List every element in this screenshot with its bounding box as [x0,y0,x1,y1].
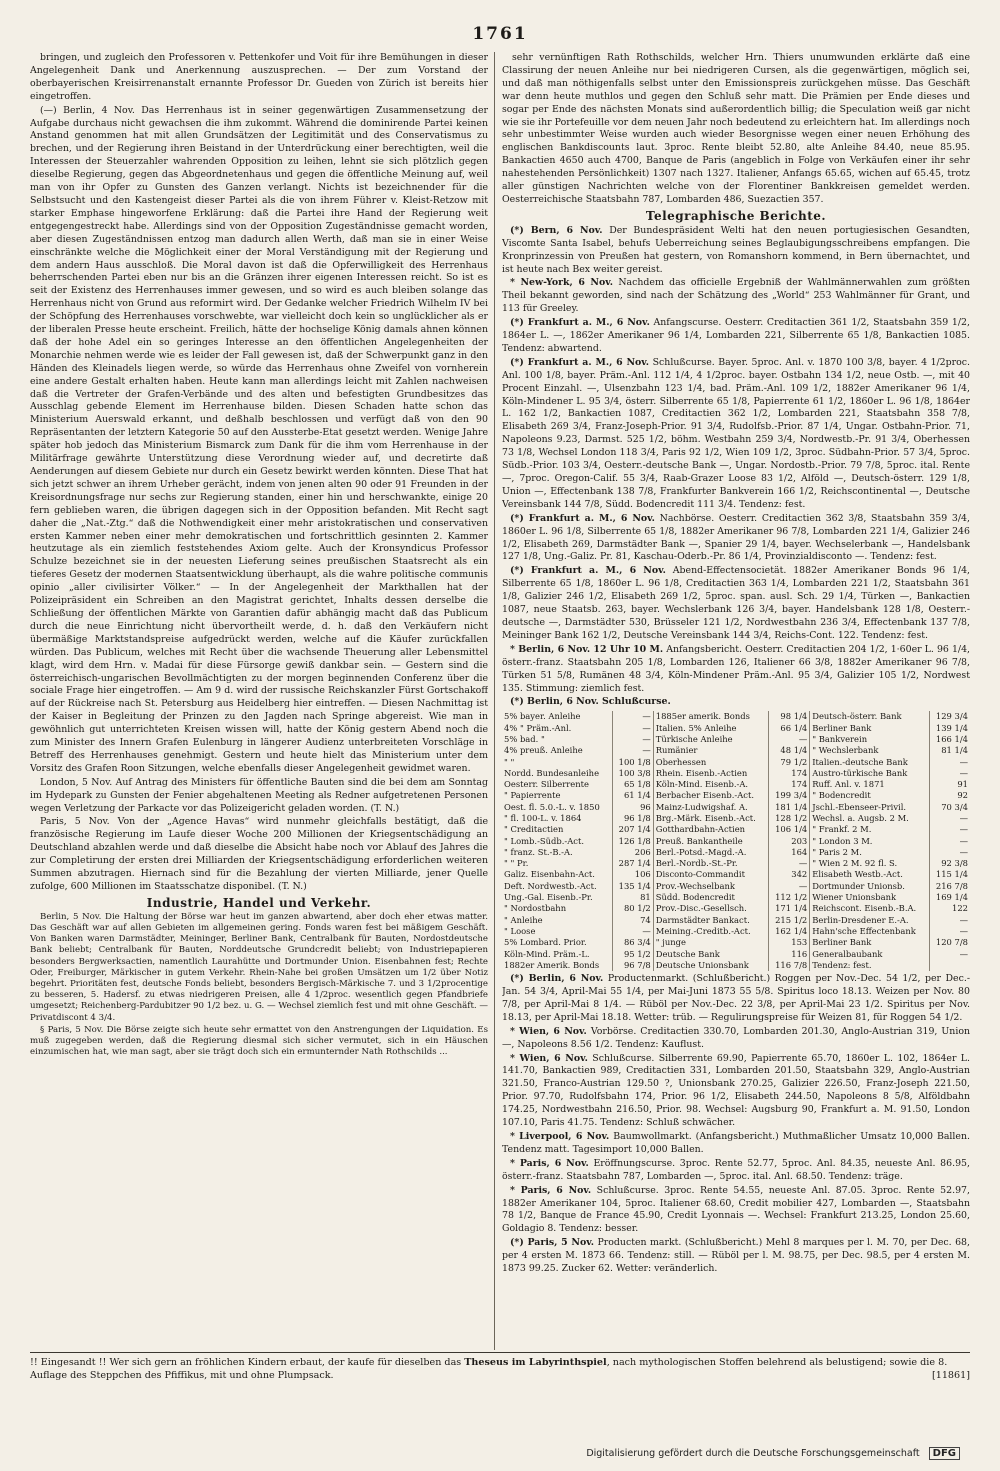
report-text: Anfangsbericht. Oesterr. Creditactien 204 1/2, 1·60er L. 96 1/4, österr.-franz. Staatsbahn 205 1/8, Lombarden 126, Italiener 66 3/8, 1882er Amerikaner 96 7/8, Türken 51 5/8, Rumänen 48 3/4, Köln-Mindener Präm.-Anl. 95 3/4, Galizier 105 1/2, Nordwest 135. Stimmung: ziemlich fest. [502,643,970,694]
security-name-cell: Brg.-Märk. Eisenb.-Act. [653,813,769,824]
report-dateline: * Berlin, 6 Nov. 12 Uhr 10 M. [510,643,664,655]
price-cell: 153 [769,937,810,948]
price-cell: — [959,824,968,835]
price-cell: — [612,745,653,756]
security-name-cell: Deft. Nordwestb.-Act. [502,881,612,892]
security-name-cell: " " Pr. [502,858,612,869]
price-cell: — [612,734,653,745]
telegraph-reports [502,225,970,696]
price-cell: 95 1/2 [612,949,653,960]
report-text: Anfangscurse. Oesterr. Creditactien 361 1/2, Staatsbahn 359 1/2, 1864er L. —, 1862er Amerikaner 96 1/4, Lombarden 221, Silberrente 65 1/8, Bankactien 1085. Tendenz: abwartend. [502,317,970,354]
price-cell: 203 [769,836,810,847]
table-row [502,734,970,745]
price-cell: 116 7/8 [769,960,810,971]
security-name-cell: 1882er Amerik. Bonds [502,960,612,971]
security-name-cell: Italien. 5% Anleihe [653,723,769,734]
table-row [502,915,970,926]
table-row [502,881,970,892]
price-cell: 174 [769,779,810,790]
security-name-cell: Prov.-Disc.-Gesellsch. [653,903,769,914]
price-cell: 81 1/4 [941,745,968,756]
security-name-cell: Köln-Mind. Präm.-L. [502,949,612,960]
security-name-cell: 5% bad. " [502,734,612,745]
security-name-cell: " Wien 2 M. 92 fl. S. [810,858,930,869]
security-name-cell: Wechsl. a. Augsb. 2 M. [810,813,930,824]
price-cell: 166 1/4 [935,733,968,744]
security-name-cell: " Lomb.-Südb.-Act. [502,836,612,847]
price-cell: 122 [952,903,968,914]
price-cell: 112 1/2 [769,892,810,903]
security-name-cell: Nordd. Bundesanleihe [502,768,612,779]
report [502,317,970,356]
security-name-cell: 4% " Präm.-Anl. [502,723,612,734]
security-name-cell: " London 3 M. [810,836,930,847]
price-cell: 129 3/4 [935,711,968,722]
security-name-cell: " junge [653,937,769,948]
report-text: Eröffnungscurse. 3proc. Rente 52.77, 5proc. Anl. 84.35, neueste Anl. 86.95, österr.-franz. Staatsbahn 787, Lombarden —, 5proc. ital. Anl. 68.50. Tendenz: träge. [502,1157,970,1182]
price-cell: — [612,711,653,722]
price-cell: — [769,858,810,869]
security-name-cell: " Creditactien [502,824,612,835]
report-dateline: * Wien, 6 Nov. [510,1025,587,1037]
security-name-cell: Hahn'sche Effectenbank [810,926,930,937]
price-cell: 81 [612,892,653,903]
security-name-cell: Mainz-Ludwigshaf. A. [653,802,769,813]
table-row [502,836,970,847]
report [502,973,970,1025]
security-name-cell: Berl.-Potsd.-Magd.-A. [653,847,769,858]
price-cell: — [612,723,653,734]
credit-text: Digitalisierung gefördert durch die Deutsche Forschungsgemeinschaft [586,1448,920,1459]
price-cell: — [612,926,653,937]
price-cell: 98 1/4 [769,711,810,722]
security-name-cell: Berliner Bank [810,937,930,948]
price-cell: 96 1/8 [612,813,653,824]
security-name-cell: " Wechslerbank [810,745,930,756]
price-cell: 171 1/4 [769,903,810,914]
price-cell: 164 [769,847,810,858]
ad-highlight: Theseus im Labyrinthspiel [464,1357,607,1368]
report [502,513,970,565]
table-row [502,779,970,790]
report-dateline: (*) Frankfurt a. M., 6 Nov. [510,317,650,329]
report-text: Nachbörse. Oesterr. Creditactien 362 3/8, Staatsbahn 359 3/4, 1860er L. 96 1/8, Silberrente 65 1/8, 1882er Amerikaner 96 7/8, Lombarden 221 1/4, Galizier 246 1/2, Elisabeth 269, Darmstädter Bank —, Spanier 29 1/4, bayer. Wechselerbank —, Handelsbank 127 1/8, Ung.-Galiz. Pr. 81, Kaschau-Oderb.-Pr. 86 1/4, Provinzialdisconto —. Tendenz: fest. [502,512,970,563]
price-cell: 106 [612,869,653,880]
article-paragraph: sehr vernünftigen Rath Rothschilds, welcher Hrn. Thiers unumwunden erklärte daß eine Classirung der neuen Anleihe nur bei niedrigeren Cursen, als die gegenwärtigen, möglich sei, und daß man nöthigenfalls selbst unter den Emissionspreis zurückgehen müsse. Das Geschäft war denn heute muthlos und gegen den Schluß sehr matt. Die Prämien per Ende dieses und sogar per Ende des nächsten Monats sind außerordentlich billig; die Speculation weiß gar nicht wie sie ihr Portefeuille vor dem neuen Jahr noch bedeutend zu erleichtern hat. Im allerdings noch sehr unbestimmter Weise wurden auch wieder Besorgnisse wegen einer neuen Erhöhung des englischen Bankdiscounts laut. 3proc. Rente bleibt 52.80, alte Anleihe 84.40, neue 85.95. Bankactien 4650 auch 4700, Banque de Paris (angeblich in Folge von Verkäufen einer ihr sehr nahestehenden Persönlichkeit) 1307 nach 1327. Italiener, Anfangs 65.65, wichen auf 65.45, trotz aller günstigen Nachrichten welche von der Florentiner Bankkreisen gemeldet werden. Oesterreichische Staatsbahn 787, Lombarden 486, Suezactien 357. [502,52,970,205]
security-name-cell: " Anleihe [502,915,612,926]
security-name-cell: 5% Lombard. Prior. [502,937,612,948]
price-cell: 199 3/4 [769,790,810,801]
article-paragraph: bringen, und zugleich den Professoren v. Pettenkofer und Voit für ihre Bemühungen in dieser Angelegenheit Dank und Anerkennung auszusprechen. — Der zum Vorstand der oberbayerischen Kreisirrenanstalt ernannte Professor Dr. Gueden von Zürich ist bereits hier eingetroffen. [30,52,488,102]
security-name-cell: Elisabeth Westb.-Act. [810,869,930,880]
security-name-cell: " franz. St.-B.-A. [502,847,612,858]
report [502,1131,970,1157]
security-name-cell: Rumänier [653,745,769,756]
security-name-cell: Tendenz: fest. [810,960,930,971]
security-name-cell: Köln-Mind. Eisenb.-A. [653,779,769,790]
report-dateline: (*) Berlin, 6 Nov. [510,973,604,985]
security-name-cell: " fl. 100-L. v. 1864 [502,813,612,824]
security-name-cell: Wiener Unionsbank [810,892,930,903]
report-dateline: * Paris, 6 Nov. [510,1157,589,1169]
ad-text: !! Eingesandt !! Wer sich gern an fröhlichen Kindern erbaut, der kaufe für dieselben das [30,1357,462,1368]
price-cell: 169 1/4 [935,892,968,903]
security-name-cell: " Paris 2 M. [810,847,930,858]
article-paragraph: (—) Berlin, 4 Nov. Das Herrenhaus ist in seiner gegenwärtigen Zusammensetzung der Aufgabe durchaus nicht gewachsen die ihm zukommt. Während die dominirende Partei keinen Anstand genommen hat mit allen Grundsätzen der Legitimität und des Conservatismus zu brechen, und der Regierung ihren Beistand in der Unterdrückung einer berechtigten, weil die Interessen der Steuerzahler wahrenden Opposition zu leihen, lehnt sie sich plötzlich gegen dieselbe Regierung, gegen das Abgeordnetenhaus und gegen die öffentliche Meinung auf, weil man von ihr Opfer zu Gunsten des Ganzen verlangt. Nichts ist bezeichnender für die Selbstsucht und den Kastengeist dieser Partei als die von ihrem Führer v. Kleist-Retzow mit starker Emphase hingeworfene Erklärung: daß die Partei ihre Hand der Regierung weit entgegengestreckt habe. Allerdings sind von der Opposition Zugeständnisse gemacht worden, aber diesen Zugeständnissen entzog man dadurch allen Werth, daß man sie in einer Weise einschränkte welche die Möglichkeit einer der Moral Verständigung mit der Regierung und dem andern Haus ausschloß. Die Moral davon ist daß die Opferwilligkeit des Herrenhaus beherrschenden Partei eben nur bis an die Gränzen ihrer eigenen Interessen reicht. So ist es seit der Existenz des Herrenhauses immer gewesen, und so wird es auch bleiben solange das Herrenhaus nicht von Grund aus reformirt wird. Der Gedanke welcher Friedrich Wilhelm IV bei der Schöpfung des Herrenhauses vorschwebte, war vielleicht doch kein so unglücklicher als er der liberalen Presse heute erscheint. Freilich, hätte der hochselige König damals ahnen können daß der hohe Adel ein so geringes Interesse an den öffentlichen Angelegenheiten der Monarchie nehmen werde wie es leider der Fall gewesen ist, daß der Schwerpunkt ganz in den Händen des Kleinadels liegen werde, so würde das Herrenhaus ohne Zweifel von vornherein eine andere Gestalt erhalten haben. Heute kann man allerdings leicht mit Zahlen nachweisen daß die Vertreter der Grafen-Verbände und des alten und befestigten Grundbesitzes das Ausschlag gebende Element im Herrenhause bilden. Diesen Schaden hatte schon das Ministerium Auerswald erkannt, und deßhalb beschlossen und verfügt daß von den 90 Repräsentanten der letztern Kategorie 50 auf den Aussterbe-Etat gesetzt werden. Wenige Jahre später hob jedoch das Ministerium Bismarck zum Dank für die ihm vom Herrenhause in der Militärfrage gewährte Unterstützung diese Verordnung wieder auf, und decretirte daß Aenderungen auf diesem Gebiete nur durch ein Gesetz bewirkt werden könnten. Diese That hat sich jetzt schwer an ihrem Urheber gerächt, indem von jenen alten 90 oder 91 Freunden in der Kreisordnungsfrage nur sechs zur Regierung standen, einer hin und herschwankte, einige 20 fern geblieben waren, die übrigen dagegen sich in der Opposition befanden. Mit Recht sagt daher die „Nat.-Ztg.“ daß die Nothwendigkeit einer mehr aristokratischen und conservativen ersten Kammer neben einer mehr demokratischen und fortschrittlich gesinnten 2. Kammer heutzutage als ein ziemlich feststehendes Axiom gelte. Auch der Kronsyndicus Professor Schulze bezeichnet sie in der neuesten Lieferung seines preußischen Staatsrecht als ein tieferes Gesetz der modernen Staatsentwicklung überhaupt, als die wahre politische communis opinio „aller civilisirter Völker.“ — In der Angelegenheit der Markthallen hat der Polizeipräsident ein Schreiben an den Magistrat gerichtet, Inhalts dessen derselbe die Schließung der öffentlichen Märkte von Garantien dafür abhängig macht daß das Publicum durch die neue Einrichtung nicht übervortheilt werde, d. h. daß den Verkäufern nicht übermäßige Marktstandspreise aufgedrückt werden, welche auf die Käufer zurückfallen würden. Das Publicum, welches mit Recht über die wachsende Theuerung aller Lebensmittel klagt, wird dem Hrn. v. Madai für diese Fürsorge gewiß dankbar sein. — Gestern sind die österreichisch-ungarischen Bevollmächtigten zu der morgen beginnenden Conferenz über die sociale Frage hier eingetroffen. — Am 9 d. wird der russische Reichskanzler Fürst Gortschakoff auf der Rückreise nach St. Petersburg aus Heidelberg hier eintreffen. — Diesen Nachmittag ist der Kaiser in Begleitung der Prinzen zu den Jagden nach Springe abgereist. Wie man in gewöhnlich gut unterrichteten Kreisen wissen will, hatte der König gestern Abend noch die zum Minister des Innern Grafen Eulenburg in längerer Audienz unterbreiteten Vorschläge in Betreff des Herrenhauses genehmigt. Gestern und heute hielt das Ministerium unter dem Vorsitz des Grafen Roon Sitzungen, welche ebenfalls dieser Angelegenheit gewidmet waren. [30,104,488,774]
table-dateline: (*) Berlin, 6 Nov. Schlußcurse. [510,696,671,708]
trade-paragraph: Berlin, 5 Nov. Die Haltung der Börse war heut im ganzen abwartend, aber doch eher etwas matter. Das Geschäft war auf allen Gebieten im allgemeinen gering. Fonds waren fest bei mäßigem Geschäft. Von Banken waren Darmstädter, Meininger, Berliner Bank, Centralbank für Bauten, Nordostdeutsche Bank beliebt; Centralbank für Bauten, Norddeutsche Grundcredit beliebt; von Industriepapieren besonders Bergwerksactien, namentlich Laurahütte und Dortmunder Union. Eisenbahnen fest; Rechte Oder, Freiburger, Märkischer in gutem Verkehr. Rhein-Nahe bei großen Umsätzen um 1/2 über Notiz begehrt. Prioritäten fest, deutsche Fonds beliebt, besonders Bergisch-Märkische 7. und 3 1/2procentige zu besseren, 5. Hadersf. zu etwas niedrigeren Preisen, alle 4 1/2proc. wesentlich gegen Pfandbriefe umgesetzt; Reichenberg-Pardubitzer 90 1/2 bez. u. G. — Wechsel ziemlich fest und mit ohne Geschäft. — Privatdiscont 4 3/4. [30,911,488,1023]
price-cell: 96 [612,802,653,813]
report-text: Vorbörse. Creditactien 330.70, Lombarden 201.30, Anglo-Austrian 319, Union —, Napoleons 8.56 1/2. Tendenz: Kauflust. [502,1025,970,1050]
price-cell: 70 3/4 [941,801,968,812]
price-cell: — [959,767,968,778]
security-name-cell: " Bankverein [810,734,930,745]
security-name-cell: Disconto-Commandit [653,869,769,880]
report-text: Abend-Effectensocietät. 1882er Amerikaner Bonds 96 1/4, Silberrente 65 1/8, 1860er L. 96 1/8, Creditactien 363 1/4, Lombarden 221 1/2, Staatsbahn 361 1/8, Galizier 246 1/2, Elisabeth 269 1/2, 5proc. span. ausl. Sch. 29 1/4, Türken —, Bankactien 1087, neue Staatsb. 263, bayer. Wechslerbank 126 3/4, bayer. Handelsbank 128 1/8, Oesterr.-deutsche —, Darmstädter 530, Brüsseler 121 1/2, Nordwestbahn 236 3/4, Effectenbank 137 7/8, Meininger Bank 162 1/2, Deutsche Vereinsbank 144 3/4, Reichs-Cont. 122. Tendenz: fest. [502,565,970,641]
security-name-cell: Berlin-Dresdener E.-A. [810,915,930,926]
left-column [30,52,488,1350]
security-name-cell: Galiz. Eisenbahn-Act. [502,869,612,880]
price-cell: 65 1/8 [612,779,653,790]
table-row [502,869,970,880]
security-name-cell: Preuß. Bankantheile [653,836,769,847]
price-cell: 207 1/4 [612,824,653,835]
security-name-cell: Reichscont. Eisenb.-B.A. [810,903,930,914]
price-cell [930,960,970,971]
price-cell: 181 1/4 [769,802,810,813]
table-row [502,926,970,937]
price-cell: 116 [769,949,810,960]
price-cell: 91 [957,779,968,790]
security-name-cell: Darmstädter Bankact. [653,915,769,926]
report-dateline: (*) Paris, 5 Nov. [510,1237,595,1249]
price-cell: — [769,734,810,745]
late-reports [502,973,970,1276]
table-row [502,790,970,801]
price-cell: 100 3/8 [612,768,653,779]
security-name-cell: 1885er amerik. Bonds [653,711,769,722]
price-cell: — [959,756,968,767]
report-text: Baumwollmarkt. (Anfangsbericht.) Muthmaßlicher Umsatz 10,000 Ballen. Tendenz matt. Tagesimport 10,000 Ballen. [502,1131,970,1155]
price-cell: 115 1/4 [935,869,968,880]
table-row [502,813,970,824]
table-row [502,711,970,722]
table-row [502,768,970,779]
table-row [502,903,970,914]
security-name-cell: Berliner Bank [810,723,930,734]
price-cell: — [959,846,968,857]
table-row [502,937,970,948]
report-dateline: (*) Frankfurt a. M., 6 Nov. [510,512,655,524]
security-name-cell: Dortmunder Unionsb. [810,881,930,892]
security-name-cell: Jschl.-Ebenseer-Privil. [810,802,930,813]
table-row [502,745,970,756]
security-name-cell: 4% preuß. Anleihe [502,745,612,756]
report [502,1185,970,1237]
price-cell: 342 [769,869,810,880]
security-name-cell: Deutsch-österr. Bank [810,711,930,722]
price-cell: 174 [769,768,810,779]
table-row [502,858,970,869]
footer-divider [30,1352,970,1353]
security-name-cell: " Papierrente [502,790,612,801]
price-cell: — [959,835,968,846]
security-name-cell: Oest. fl. 5.0.-L. v. 1850 [502,802,612,813]
price-cell: 86 3/4 [612,937,653,948]
price-cell: 61 1/4 [612,790,653,801]
price-cell: 100 1/8 [612,757,653,768]
security-name-cell: " Frankf. 2 M. [810,824,930,835]
price-cell: 96 7/8 [612,960,653,971]
security-name-cell: Ung.-Gal. Eisenb.-Pr. [502,892,612,903]
price-cell: 120 7/8 [935,937,968,948]
security-name-cell: Südd. Bodencredit [653,892,769,903]
report-dateline: * Wien, 6 Nov. [510,1052,588,1064]
stock-price-table [502,711,970,971]
price-cell: 92 [957,790,968,801]
security-name-cell: Berbacher Eisenb.-Act. [653,790,769,801]
price-cell: 287 1/4 [612,858,653,869]
price-cell: 206 [612,847,653,858]
report-text: Schlußcurse. Bayer. 5proc. Anl. v. 1870 100 3/8, bayer. 4 1/2proc. Anl. 100 1/8, bayer. Präm.-Anl. 112 1/4, 4 1/2proc. bayer. Ostbahn 134 1/2, neue Ostb. —, mit 40 Procent Einzahl. —, Ulsenzbahn 123 1/4, bad. Präm.-Anl. 109 1/2, 1882er Amerikaner 96 1/4, Köln-Mindener L. 95 3/4, österr. Silberrente 65 1/8, Papierrente 61 1/2, 1860er L. 96 1/8, 1864er L. 162 1/2, Bankactien 1087, Creditactien 362 1/2, Lombarden 221, Staatsbahn 358 7/8, Elisabeth 269 3/4, Franz-Joseph-Prior. 91 3/4, Rudolfsb.-Prior. 87 1/4, Ungar. Ostbahn-Prior. 71, Napoleons 9.23, Darmst. 525 1/2, böhm. Westbahn 259 3/4, Nordwestb.-Pr. 91 3/4, Oberhessen 73 1/8, Wechsel London 118 3/4, Paris 92 1/2, Wien 109 1/2, 3proc. Südbahn-Prior. 57 3/4, 5proc. Südb.-Prior. 103 3/4, Oesterr.-deutsche Bank —, Ungar. Nordostb.-Prior. 79 7/8, 5proc. ital. Rente —, 7proc. Oregon-Calif. 55 3/4, Raab-Grazer Loose 83 1/2, Alföld —, Deutsch-österr. 129 1/8, Union —, Effectenbank 138 7/8, Frankfurter Bankverein 166 1/2, Reichscontinental —, Deutsche Vereinsbank 144 7/8, Südd. Bodencredit 111 3/4. Tendenz: fest. [502,356,970,510]
price-cell: 48 1/4 [769,745,810,756]
security-name-cell: Deutsche Unionsbank [653,960,769,971]
report-dateline: (*) Bern, 6 Nov. [510,224,603,236]
security-name-cell: " Bodencredit [810,790,930,801]
security-name-cell: Berl.-Nordb.-St.-Pr. [653,858,769,869]
security-name-cell: Austro-türkische Bank [810,768,930,779]
price-cell: — [959,812,968,823]
price-cell: — [769,881,810,892]
report-text: Der Bundespräsident Welti hat den neuen portugiesischen Gesandten, Viscomte Santa Isabel, behufs Ueberreichung seines Beglaubigungsschreibens empfangen. Die Kronprinzessin von Preußen hat gestern, von Romanshorn kommend, in Bern übernachtet, und ist heute nach Bex weiter gereist. [502,224,970,275]
security-name-cell: " " [502,757,612,768]
security-name-cell: Ruff. Anl. v. 1871 [810,779,930,790]
security-name-cell: Prov.-Wechselbank [653,881,769,892]
security-name-cell: Oberhessen [653,757,769,768]
report [502,644,970,696]
price-cell: 74 [612,915,653,926]
security-name-cell: " Nordostbahn [502,903,612,914]
report-dateline: (*) Frankfurt a. M., 6 Nov. [510,565,666,577]
security-name-cell: " Loose [502,926,612,937]
report [502,225,970,277]
right-column [502,52,970,1350]
table-row [502,824,970,835]
price-cell: 162 1/4 [769,926,810,937]
price-cell: 139 1/4 [935,722,968,733]
price-cell: 216 7/8 [935,880,968,891]
telegraph-section-heading: Telegraphische Berichte. [645,208,827,223]
security-name-cell: Rhein. Eisenb.-Actien [653,768,769,779]
table-row [502,960,970,971]
report-text: Productenmarkt. (Schlußbericht.) Roggen per Nov.-Dec. 54 1/2, per Dec.-Jan. 54 3/4, April-Mai 55 1/4, per Mai-Juni 1873 55 5/8. Spiritus loco 18.13. Weizen per Nov. 80 7/8, per April-Mai 8 1/4. — Rüböl per Nov.-Dec. 22 3/8, per April-Mai 23 1/2. Spiritus per Nov. 18.13, per April-Mai 18.18. Wetter: trüb. — Regulirungspreise für Weizen 81, für Roggen 54 1/2. [502,973,970,1023]
price-cell: 80 1/2 [612,903,653,914]
price-cell: — [959,948,968,959]
table-row [502,802,970,813]
report [502,1158,970,1184]
footer-advertisement [30,1356,970,1382]
report-text: Producten markt. (Schlußbericht.) Mehl 8 marques per l. M. 70, per Dec. 68, per 4 ersten M. 1873 66. Tendenz: still. — Rüböl per l. M. 98.75, per Dec. 98.5, per 4 ersten M. 1873 99.25. Zucker 62. Wetter: veränderlich. [502,1237,970,1275]
report-text: Schlußcurse. 3proc. Rente 54.55, neueste Anl. 87.05. 3proc. Rente 52.97, 1882er Amerikaner 104, 5proc. Italiener 68.60, Credit mobilier 427, Lombarden —, Staatsbahn 78 1/2, Banque de France 45.90, Credit Lyonnais —. Wechsel: Frankfurt 213.25, London 25.60, Goldagio 8. Tendenz: besser. [502,1184,970,1235]
price-cell: 106 1/4 [769,824,810,835]
report-dateline: * Liverpool, 6 Nov. [510,1131,610,1143]
security-name-cell: Meining.-Creditb.-Act. [653,926,769,937]
price-cell: — [959,914,968,925]
dfg-logo-icon: DFG [929,1447,960,1460]
page-number: 1761 [472,24,528,44]
column-divider [494,52,495,1350]
report [502,1237,970,1276]
price-cell: 79 1/2 [769,757,810,768]
report [502,277,970,316]
table-row [502,892,970,903]
report [502,565,970,642]
table-row [502,723,970,734]
ad-code: [11861] [931,1370,970,1381]
security-name-cell: Deutsche Bank [653,949,769,960]
report-text: Nachdem das officielle Ergebniß der Wahlmännerwahlen zum größten Theil bekannt geworden, sind nach der Schätzung des „World“ 253 Wahlmänner für Grant, und 113 für Greeley. [502,277,970,315]
article-paragraph: Paris, 5 Nov. Von der „Agence Havas“ wird nunmehr gleichfalls bestätigt, daß die französische Regierung im Laufe dieser Woche 200 Millionen der Kriegsentschädigung an Deutschland abzahlen werde und daß dieselbe die Absicht habe noch vor Ablauf des Jahres die zur Completirung der ersten drei Milliarden der Kriegsentschädigung erforderlichen weiteren Summen abzutragen. Hiernach sind für die Bezahlung der vierten Milliarde, jener Quelle zufolge, 600 Millionen im Staatsschatze disponibel. (T. N.) [30,816,488,892]
price-cell: 135 1/4 [612,881,653,892]
digitization-credit [0,1447,1000,1460]
price-cell: 92 3/8 [941,858,968,869]
report [502,1053,970,1130]
security-name-cell: Generalbaubank [810,949,930,960]
security-name-cell: Oesterr. Silberrente [502,779,612,790]
price-cell: 128 1/2 [769,813,810,824]
article-paragraph: London, 5 Nov. Auf Antrag des Ministers für öffentliche Bauten sind die bei dem am Sonntag im Hydepark zu Gunsten der Fenier abgehaltenen Meeting als Redner aufgetretenen Personen wegen Verletzung der Parkacte vor das Polizeigericht geladen worden. (T. N.) [30,776,488,814]
price-cell: 215 1/2 [769,915,810,926]
price-cell: 66 1/4 [769,723,810,734]
security-name-cell: Türkische Anleihe [653,734,769,745]
report-dateline: * New-York, 6 Nov. [510,277,614,289]
report-text: Schlußcurse. Silberrente 69.90, Papierrente 65.70, 1860er L. 102, 1864er L. 141.70, Bankactien 989, Creditactien 331, Lombarden 201.50, Staatsbahn 329, Anglo-Austrian 321.50, Franco-Austrian 129.50 ?, Unionsbank 270.25, Galizier 226.50, Franz-Joseph 221.50, Prior. 97.70, Rudolfsbahn 174, Prior. 96 1/2, Elisabeth 244.50, Napoleons 8 5/8, Alföldbahn 174.25, Nordwestbahn 216.50, Prior. 98. Wechsel: Augsburg 90, Frankfurt a. M. 91.50, London 107.10, Paris 41.75. Tendenz: Schluß schwächer. [502,1052,970,1129]
table-row [502,949,970,960]
report [502,1026,970,1052]
price-cell: 126 1/8 [612,836,653,847]
security-name-cell: Italien.-deutsche Bank [810,757,930,768]
security-name-cell: Gotthardbahn-Actien [653,824,769,835]
report-dateline: * Paris, 6 Nov. [510,1184,592,1196]
report [502,357,970,512]
trade-paragraph: § Paris, 5 Nov. Die Börse zeigte sich heute sehr ermattet von den Anstrengungen der Liquidation. Es muß zugegeben werden, daß die Regierung diesmal sich sicher vermutet, sich in ein Häuschen einzumischen hat, wie man sagt, aber sie trägt doch sich ein ermunternder Nath Rothschilds ... [30,1024,488,1058]
price-cell: — [959,925,968,936]
table-row [502,757,970,768]
security-name-cell: 5% bayer. Anleihe [502,711,612,722]
trade-section-heading: Industrie, Handel und Verkehr. [146,895,372,910]
table-row [502,847,970,858]
ad-text: , nach mythologischen Stoffen belehrend als belustigend; sowie die 8. Auflage des Steppchen des Pfiffikus, mit und ohne Plumpsack. [30,1357,948,1381]
report-dateline: (*) Frankfurt a. M., 6 Nov. [510,356,650,368]
